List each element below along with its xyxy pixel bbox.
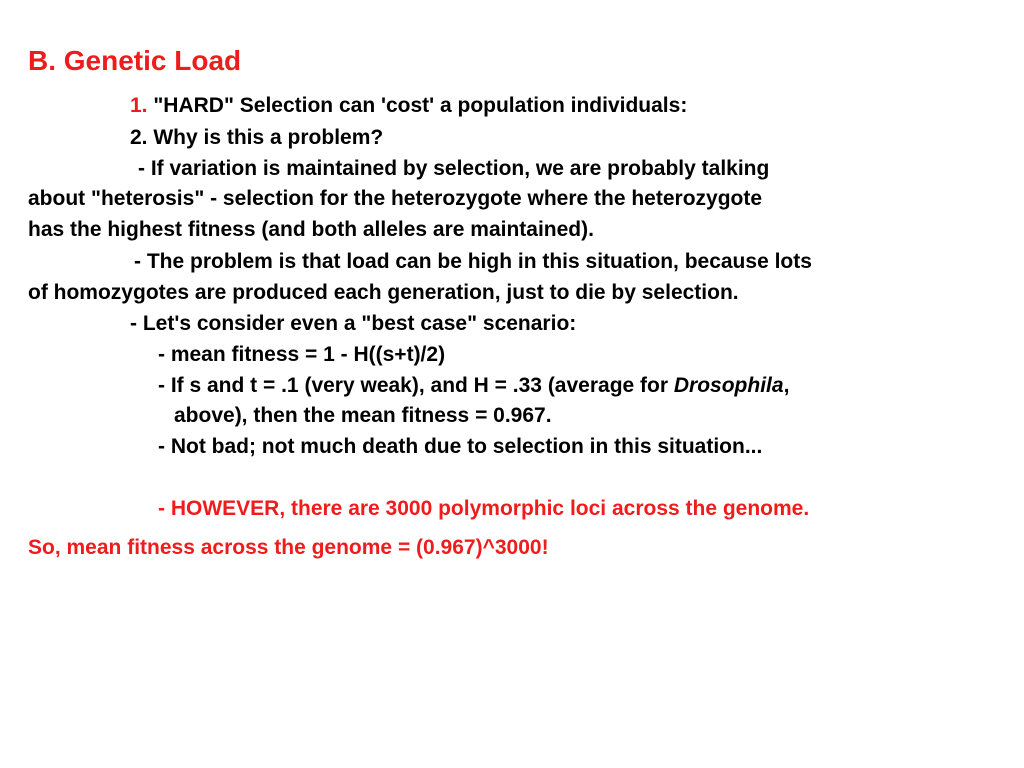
point-1-number: 1. xyxy=(130,94,148,117)
conclusion-line: So, mean fitness across the genome = (0.967)^3000! xyxy=(28,536,549,559)
problem-line-1: - The problem is that load can be high in this situation, because lots xyxy=(134,250,812,273)
mean-fitness-formula: - mean fitness = 1 - H((s+t)/2) xyxy=(158,343,446,366)
best-case-line: - Let's consider even a "best case" scenario: xyxy=(130,312,577,335)
slide-title: B. Genetic Load xyxy=(28,45,242,76)
point-1-text: "HARD" Selection can 'cost' a population individuals: xyxy=(147,94,688,117)
however-line: - HOWEVER, there are 3000 polymorphic loci across the genome. xyxy=(158,497,810,520)
drosophila-term: Drosophila xyxy=(673,374,784,397)
example-prefix: - If s and t = .1 (very weak), and H = .33 (average for xyxy=(158,374,674,397)
heterosis-line-1: - If variation is maintained by selection, we are probably talking xyxy=(138,157,770,180)
problem-line-2: of homozygotes are produced each generation, just to die by selection. xyxy=(28,281,739,304)
example-suffix: , xyxy=(783,374,790,397)
example-line-1 xyxy=(158,374,789,398)
heterosis-line-3: has the highest fitness (and both alleles are maintained). xyxy=(28,218,594,241)
example-line-2: above), then the mean fitness = 0.967. xyxy=(174,404,552,427)
heterosis-line-2: about "heterosis" - selection for the heterozygote where the heterozygote xyxy=(28,187,763,210)
point-1 xyxy=(130,94,687,118)
not-bad-line: - Not bad; not much death due to selection in this situation... xyxy=(158,435,763,458)
point-2: 2. Why is this a problem? xyxy=(130,126,384,149)
